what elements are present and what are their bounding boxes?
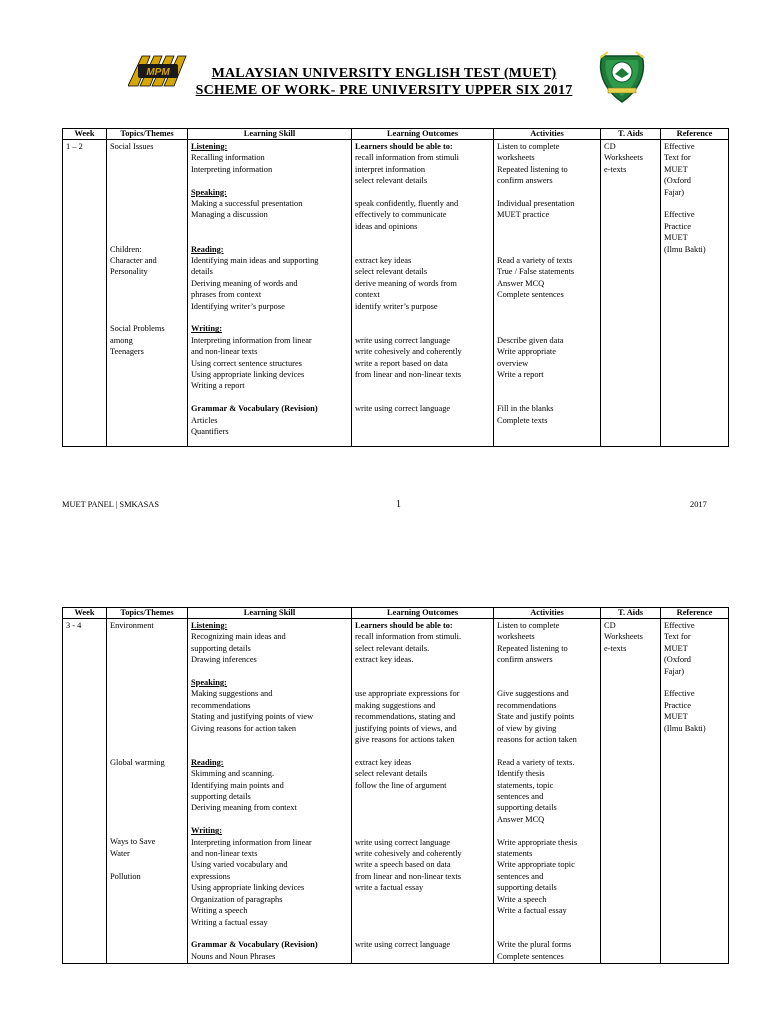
cell-line: Interpreting information from linear (191, 335, 312, 345)
cell-line (497, 301, 597, 312)
cell-line (110, 654, 184, 665)
cell-line: confirm answers (497, 176, 553, 186)
cell-line: (Oxford (664, 176, 691, 186)
cell-line (355, 677, 490, 688)
cell-line (497, 221, 597, 232)
cell-line: write using correct language (355, 404, 451, 414)
cell-line (191, 175, 348, 186)
cell-line: Character and (110, 255, 157, 265)
cell-line (355, 802, 490, 813)
cell-line: select relevant details (355, 769, 428, 779)
cell-line: Text for (664, 632, 691, 642)
cell-line: Grammar & Vocabulary (Revision) (191, 404, 318, 414)
cell-line: Identify thesis (497, 769, 545, 779)
cell-line: MUET (664, 643, 688, 653)
cell-line: recommendations (191, 700, 251, 710)
cell-line: derive meaning of words from (355, 278, 457, 288)
cell-line: Practice (664, 700, 691, 710)
cell-line: CD (604, 621, 616, 630)
cell-line (110, 631, 184, 642)
cell-line: Fajar) (664, 666, 684, 676)
cell-line: Interpreting information (191, 164, 273, 174)
cell-line: making suggestions and (355, 700, 436, 710)
cell-line: Using correct sentence structures (191, 358, 302, 368)
cell-line: Answer MCQ (497, 814, 545, 824)
cell-line: Grammar & Vocabulary (Revision) (191, 940, 318, 950)
cell-line: Learners should be able to: (355, 142, 453, 151)
cell-line: statements, topic (497, 780, 554, 790)
scheme-table-weeks-1-2 (62, 128, 729, 447)
cell-line: Giving reasons for action taken (191, 723, 297, 733)
cell-line: reasons for action taken (497, 735, 577, 745)
cell-line (355, 312, 490, 323)
cell-line: write cohesively and coherently (355, 849, 462, 859)
cell-line: Organization of paragraphs (191, 894, 283, 904)
header-activities: Activities (494, 129, 601, 140)
cell-line: phrases from context (191, 290, 262, 300)
cell-line: (Ilmu Bakti) (664, 723, 706, 733)
cell-line: Write the plural forms (497, 940, 572, 950)
cell-outcomes (352, 619, 494, 964)
cell-line: statements (497, 849, 533, 859)
cell-line: give reasons for actions taken (355, 735, 455, 745)
cell-line (110, 814, 184, 825)
cell-line: Teenagers (110, 347, 144, 357)
cell-line (110, 175, 184, 186)
cell-line: write cohesively and coherently (355, 347, 462, 357)
cell-line: Writing a factual essay (191, 917, 268, 927)
cell-line: Personality (110, 267, 148, 277)
cell-line: MUET (664, 712, 688, 722)
cell-line (497, 928, 597, 939)
cell-line: extract key ideas. (355, 655, 414, 665)
cell-line (355, 392, 490, 403)
cell-line (191, 666, 348, 677)
scheme-table-weeks-3-4 (62, 607, 729, 964)
cell-line: supporting details (191, 792, 251, 802)
table-row (63, 619, 729, 964)
cell-line: Reading: (191, 244, 224, 254)
cell-line: Write appropriate topic (497, 860, 575, 870)
cell-line (191, 814, 348, 825)
cell-line (110, 791, 184, 802)
cell-line (355, 244, 490, 255)
cell-line: Quantifiers (191, 427, 229, 437)
cell-line: Speaking: (191, 187, 227, 197)
cell-line: follow the line of argument (355, 780, 447, 790)
cell-line (355, 825, 490, 836)
cell-line: Recognizing main ideas and (191, 632, 286, 642)
cell-line (110, 688, 184, 699)
cell-line (355, 187, 490, 198)
cell-line: justifying points of views, and (355, 723, 457, 733)
cell-aids (601, 140, 661, 447)
cell-line: 3 - 4 (66, 621, 82, 630)
cell-line (110, 825, 184, 836)
cell-line: Skimming and scanning. (191, 769, 275, 779)
cell-line: worksheets (497, 632, 535, 642)
footer-page-number: 1 (396, 499, 401, 510)
cell-line: context (355, 290, 380, 300)
cell-line: Environment (110, 621, 154, 630)
cell-line (497, 666, 597, 677)
cell-line: select relevant details. (355, 643, 430, 653)
cell-line: of view by giving (497, 723, 557, 733)
cell-line: Describe given data (497, 335, 564, 345)
cell-line: write using correct language (355, 940, 451, 950)
cell-line: Using varied vocabulary and (191, 860, 288, 870)
cell-line (110, 666, 184, 677)
cell-line (497, 187, 597, 198)
cell-line: Practice (664, 221, 691, 231)
cell-line: Complete sentences (497, 290, 564, 300)
cell-line: CD (604, 142, 616, 151)
cell-line (110, 278, 184, 289)
cell-line: Effective (664, 689, 695, 699)
cell-line: Answer MCQ (497, 278, 545, 288)
cell-line: select relevant details (355, 176, 428, 186)
cell-line: expressions (191, 871, 231, 881)
cell-line (191, 745, 348, 756)
cell-line: Listening: (191, 621, 228, 630)
cell-line: write using correct language (355, 335, 451, 345)
cell-line: Global warming (110, 757, 165, 767)
cell-line (110, 859, 184, 870)
cell-line: Water (110, 848, 130, 858)
cell-line: identify writer’s purpose (355, 301, 438, 311)
cell-line: Read a variety of texts. (497, 757, 575, 767)
cell-line (110, 209, 184, 220)
cell-line: use appropriate expressions for (355, 689, 460, 699)
cell-line (497, 392, 597, 403)
cell-line: Text for (664, 153, 691, 163)
cell-line: Writing: (191, 826, 223, 836)
cell-line (355, 323, 490, 334)
cell-line: (Ilmu Bakti) (664, 244, 706, 254)
cell-line: Identifying main ideas and supporting (191, 256, 319, 266)
header-aids: T. Aids (601, 129, 661, 140)
cell-line (110, 198, 184, 209)
cell-line: Articles (191, 415, 218, 425)
cell-line (110, 723, 184, 734)
cell-line (110, 187, 184, 198)
cell-line: Deriving meaning of words and (191, 278, 298, 288)
cell-line: write a factual essay (355, 883, 424, 893)
cell-topics (107, 140, 188, 447)
footer-panel-name: MUET PANEL | SMKASAS (62, 500, 160, 509)
cell-line (191, 928, 348, 939)
header-topics: Topics/Themes (107, 608, 188, 619)
document-title-line-2: SCHEME OF WORK- PRE UNIVERSITY UPPER SIX 2017 (195, 83, 573, 98)
cell-line: e-texts (604, 643, 627, 653)
cell-line: Speaking: (191, 678, 227, 688)
cell-line: MUET (664, 164, 688, 174)
cell-line: Learners should be able to: (355, 621, 453, 630)
cell-line (497, 244, 597, 255)
cell-line (497, 232, 597, 243)
cell-line (355, 928, 490, 939)
cell-line (664, 677, 725, 688)
cell-topics (107, 619, 188, 964)
cell-activities (494, 140, 601, 447)
cell-line: Fajar) (664, 187, 684, 197)
cell-line (191, 734, 348, 745)
footer-year: 2017 (690, 500, 707, 509)
cell-line: and non-linear texts (191, 347, 258, 357)
cell-line: Social Problems (110, 324, 165, 334)
cell-line: ideas and opinions (355, 221, 418, 231)
cell-line: Listen to complete (497, 621, 560, 630)
cell-line: Nouns and Noun Phrases (191, 951, 276, 961)
cell-line: Worksheets (604, 632, 643, 642)
cell-line (497, 312, 597, 323)
cell-line (355, 814, 490, 825)
cell-activities (494, 619, 601, 964)
cell-line: Drawing inferences (191, 655, 257, 665)
cell-line: Identifying main points and (191, 780, 284, 790)
cell-line: Making a successful presentation (191, 199, 303, 209)
cell-reference (661, 619, 729, 964)
cell-line (110, 221, 184, 232)
cell-reference (661, 140, 729, 447)
header-aids: T. Aids (601, 608, 661, 619)
header-skill: Learning Skill (188, 129, 352, 140)
cell-line: from linear and non-linear texts (355, 871, 462, 881)
cell-line (497, 677, 597, 688)
header-reference: Reference (661, 129, 729, 140)
cell-line: write a report based on data (355, 358, 448, 368)
cell-skill (188, 619, 352, 964)
cell-line (110, 289, 184, 300)
cell-line: MUET (664, 233, 688, 243)
cell-line: Write a report (497, 370, 544, 380)
cell-line: Give suggestions and (497, 689, 569, 699)
cell-line (110, 734, 184, 745)
cell-line: Write a factual essay (497, 906, 567, 916)
cell-line (110, 312, 184, 323)
cell-week (63, 619, 107, 964)
cell-line: extract key ideas (355, 256, 412, 266)
cell-line: e-texts (604, 164, 627, 174)
cell-line (497, 380, 597, 391)
cell-line: effectively to communicate (355, 210, 447, 220)
cell-line (191, 312, 348, 323)
cell-line (110, 232, 184, 243)
cell-line: Pollution (110, 871, 141, 881)
cell-line (497, 745, 597, 756)
cell-line: Repeated listening to (497, 643, 568, 653)
cell-line: supporting details (497, 883, 557, 893)
cell-line (110, 643, 184, 654)
cell-line: Complete sentences (497, 951, 564, 961)
cell-line (110, 711, 184, 722)
header-week: Week (63, 608, 107, 619)
cell-line (110, 780, 184, 791)
cell-line (110, 677, 184, 688)
cell-line: Managing a discussion (191, 210, 268, 220)
cell-line: sentences and (497, 871, 544, 881)
cell-line: recall information from stimuli. (355, 632, 462, 642)
cell-line: write using correct language (355, 837, 451, 847)
cell-line: write a speech based on data (355, 860, 451, 870)
header-outcomes: Learning Outcomes (352, 129, 494, 140)
cell-aids (601, 619, 661, 964)
header-skill: Learning Skill (188, 608, 352, 619)
cell-line: Effective (664, 142, 695, 151)
cell-line (664, 198, 725, 209)
cell-line (110, 745, 184, 756)
cell-line: select relevant details (355, 267, 428, 277)
cell-line: extract key ideas (355, 757, 412, 767)
cell-outcomes (352, 140, 494, 447)
cell-line (355, 905, 490, 916)
cell-line (110, 301, 184, 312)
cell-line: supporting details (191, 643, 251, 653)
cell-line (191, 232, 348, 243)
cell-line: overview (497, 358, 529, 368)
cell-line (355, 791, 490, 802)
cell-line (355, 894, 490, 905)
cell-line: recall information from stimuli (355, 153, 459, 163)
table-header-row (63, 608, 729, 619)
cell-line: supporting details (497, 803, 557, 813)
cell-line (110, 700, 184, 711)
cell-line (497, 323, 597, 334)
cell-line: Stating and justifying points of view (191, 712, 314, 722)
cell-line: Read a variety of texts (497, 256, 573, 265)
cell-line (355, 380, 490, 391)
table-header-row (63, 129, 729, 140)
cell-line: interpret information (355, 164, 426, 174)
cell-line: Recalling information (191, 153, 265, 163)
cell-line: Identifying writer’s purpose (191, 301, 285, 311)
cell-line: Reading: (191, 757, 224, 767)
cell-line (191, 392, 348, 403)
header-activities: Activities (494, 608, 601, 619)
header-reference: Reference (661, 608, 729, 619)
cell-line: Children: (110, 244, 142, 254)
cell-line: recommendations (497, 700, 557, 710)
cell-line: Write appropriate (497, 347, 556, 357)
cell-line: Effective (664, 210, 695, 220)
cell-line: recommendations, stating and (355, 712, 456, 722)
cell-line: Writing: (191, 324, 223, 334)
cell-line: True / False statements (497, 267, 575, 277)
cell-line: Social Issues (110, 142, 154, 151)
cell-line: (Oxford (664, 655, 691, 665)
table-row (63, 140, 729, 447)
cell-line: MUET practice (497, 210, 550, 220)
cell-line: Making suggestions and (191, 689, 273, 699)
cell-line: Interpreting information from linear (191, 837, 312, 847)
cell-week (63, 140, 107, 447)
cell-line: worksheets (497, 153, 535, 163)
cell-line: among (110, 335, 133, 345)
cell-line: State and justify points (497, 712, 574, 722)
cell-line (497, 825, 597, 836)
cell-line (191, 221, 348, 232)
cell-line: from linear and non-linear texts (355, 370, 462, 380)
cell-line: Worksheets (604, 153, 643, 163)
header-outcomes: Learning Outcomes (352, 608, 494, 619)
cell-line (110, 768, 184, 779)
cell-line: Effective (664, 621, 695, 630)
cell-line: Individual presentation (497, 199, 575, 209)
header-week: Week (63, 129, 107, 140)
cell-line: Deriving meaning from context (191, 803, 297, 813)
cell-line: Listening: (191, 142, 228, 151)
cell-line (110, 164, 184, 175)
cell-line: Using appropriate linking devices (191, 370, 305, 380)
cell-line: Ways to Save (110, 837, 156, 847)
cell-line (355, 232, 490, 243)
cell-line: 1 – 2 (66, 142, 83, 151)
cell-line: confirm answers (497, 655, 553, 665)
svg-text:MPM: MPM (146, 67, 170, 78)
cell-line: Writing a speech (191, 906, 248, 916)
cell-line: and non-linear texts (191, 849, 258, 859)
cell-line: Writing a report (191, 381, 245, 391)
cell-line (355, 745, 490, 756)
cell-line: details (191, 267, 213, 277)
cell-line: sentences and (497, 792, 544, 802)
header-topics: Topics/Themes (107, 129, 188, 140)
cell-line (497, 917, 597, 928)
cell-line: Write a speech (497, 894, 547, 904)
cell-line: speak confidently, fluently and (355, 199, 459, 209)
cell-line: Complete texts (497, 415, 548, 425)
cell-line (110, 152, 184, 163)
cell-line: Write appropriate thesis (497, 837, 578, 847)
cell-line: Listen to complete (497, 142, 560, 151)
cell-line (355, 916, 490, 927)
document-title-line-1: MALAYSIAN UNIVERSITY ENGLISH TEST (MUET) (211, 66, 557, 81)
cell-line (110, 802, 184, 813)
cell-line (355, 666, 490, 677)
cell-line: Using appropriate linking devices (191, 883, 305, 893)
cell-line: Fill in the blanks (497, 404, 554, 414)
cell-skill (188, 140, 352, 447)
cell-line: Repeated listening to (497, 164, 568, 174)
